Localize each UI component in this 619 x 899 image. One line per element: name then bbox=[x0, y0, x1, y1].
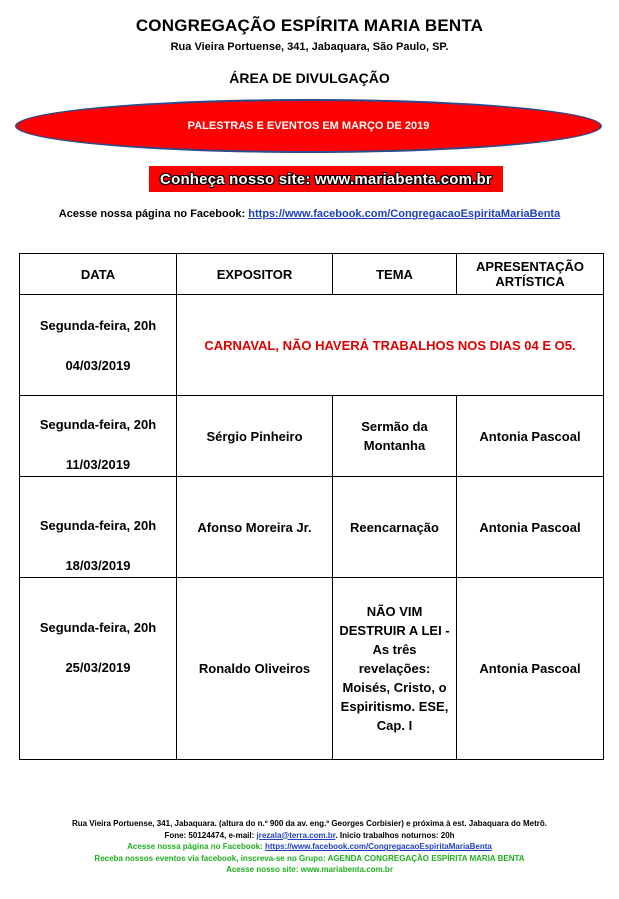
site-callout-label: Conheça nosso site: www.mariabenta.com.br bbox=[160, 170, 492, 188]
date-cell bbox=[20, 477, 177, 578]
footer-phone: Fone: 50124474, e-mail: bbox=[164, 830, 257, 840]
footer-facebook-link[interactable]: https://www.facebook.com/CongregacaoEspiritaMariaBenta bbox=[264, 842, 492, 852]
page-title: CONGREGAÇÃO ESPÍRITA MARIA BENTA bbox=[135, 16, 484, 35]
date-text: 11/03/2019 bbox=[65, 457, 131, 472]
schedule-table bbox=[19, 253, 604, 760]
speaker-cell: Sérgio Pinheiro bbox=[177, 396, 333, 477]
date-text: 18/03/2019 bbox=[65, 558, 131, 573]
date-cell bbox=[20, 295, 177, 396]
header-tema: TEMA bbox=[333, 254, 457, 295]
header-data: DATA bbox=[20, 254, 177, 295]
date-text: 25/03/2019 bbox=[65, 660, 131, 675]
facebook-link[interactable]: https://www.facebook.com/CongregacaoEspiritaMariaBenta bbox=[248, 208, 561, 220]
header-expositor: EXPOSITOR bbox=[177, 254, 333, 295]
footer-email-link[interactable]: jrezala@terra.com.br bbox=[256, 830, 336, 840]
artist-cell: Antonia Pascoal bbox=[457, 477, 604, 578]
day-text: Segunda-feira, 20h bbox=[39, 318, 157, 333]
facebook-line bbox=[0, 208, 619, 220]
header-address: Rua Vieira Portuense, 341, Jabaquara, São Paulo, SP. bbox=[170, 41, 449, 53]
table-header-row bbox=[20, 254, 604, 295]
date-cell bbox=[20, 578, 177, 760]
speaker-cell: Afonso Moreira Jr. bbox=[177, 477, 333, 578]
footer-site: Acesse nosso site: www.mariabenta.com.br bbox=[226, 865, 393, 875]
events-banner-label: PALESTRAS E EVENTOS EM MARÇO DE 2019 bbox=[187, 120, 430, 132]
footer-facebook bbox=[0, 841, 619, 853]
footer-address: Rua Vieira Portuense, 341, Jabaquara. (altura do n.º 900 da av. eng.º Georges Corbisier) e próxima à est. Jabaquara do Metrô. bbox=[71, 819, 548, 828]
theme-cell: Sermão da Montanha bbox=[333, 396, 457, 477]
artist-cell: Antonia Pascoal bbox=[457, 578, 604, 760]
table-row bbox=[20, 295, 604, 396]
table-row bbox=[20, 477, 604, 578]
header-apresentacao: APRESENTAÇÃO ARTÍSTICA bbox=[457, 254, 604, 295]
footer-contact bbox=[0, 830, 619, 842]
day-text: Segunda-feira, 20h bbox=[39, 417, 157, 432]
footer-hours: . Inicio trabalhos noturnos: 20h bbox=[335, 830, 455, 840]
footer bbox=[0, 818, 619, 876]
theme-cell: Reencarnação bbox=[333, 477, 457, 578]
events-banner bbox=[15, 99, 602, 153]
carnival-notice: CARNAVAL, NÃO HAVERÁ TRABALHOS NOS DIAS 04 E O5. bbox=[177, 295, 604, 396]
date-text: 04/03/2019 bbox=[65, 358, 131, 373]
footer-facebook-label: Acesse nossa página no Facebook: bbox=[127, 842, 265, 852]
day-text: Segunda-feira, 20h bbox=[39, 518, 157, 533]
table-row bbox=[20, 578, 604, 760]
day-text: Segunda-feira, 20h bbox=[39, 620, 157, 635]
speaker-cell: Ronaldo Oliveiros bbox=[177, 578, 333, 760]
date-cell bbox=[20, 396, 177, 477]
artist-cell: Antonia Pascoal bbox=[457, 396, 604, 477]
area-heading: ÁREA DE DIVULGAÇÃO bbox=[229, 70, 390, 86]
facebook-label: Acesse nossa página no Facebook: bbox=[58, 208, 249, 220]
footer-group: Receba nossos eventos via facebook, inscreva-se no Grupo: AGENDA CONGREGAÇÃO ESPÍRITA MARIA BENTA bbox=[94, 853, 525, 863]
site-callout[interactable] bbox=[149, 166, 503, 192]
table-row bbox=[20, 396, 604, 477]
theme-cell: NÃO VIM DESTRUIR A LEI - As três revelações: Moisés, Cristo, o Espiritismo. ESE, Cap. I bbox=[333, 578, 457, 760]
